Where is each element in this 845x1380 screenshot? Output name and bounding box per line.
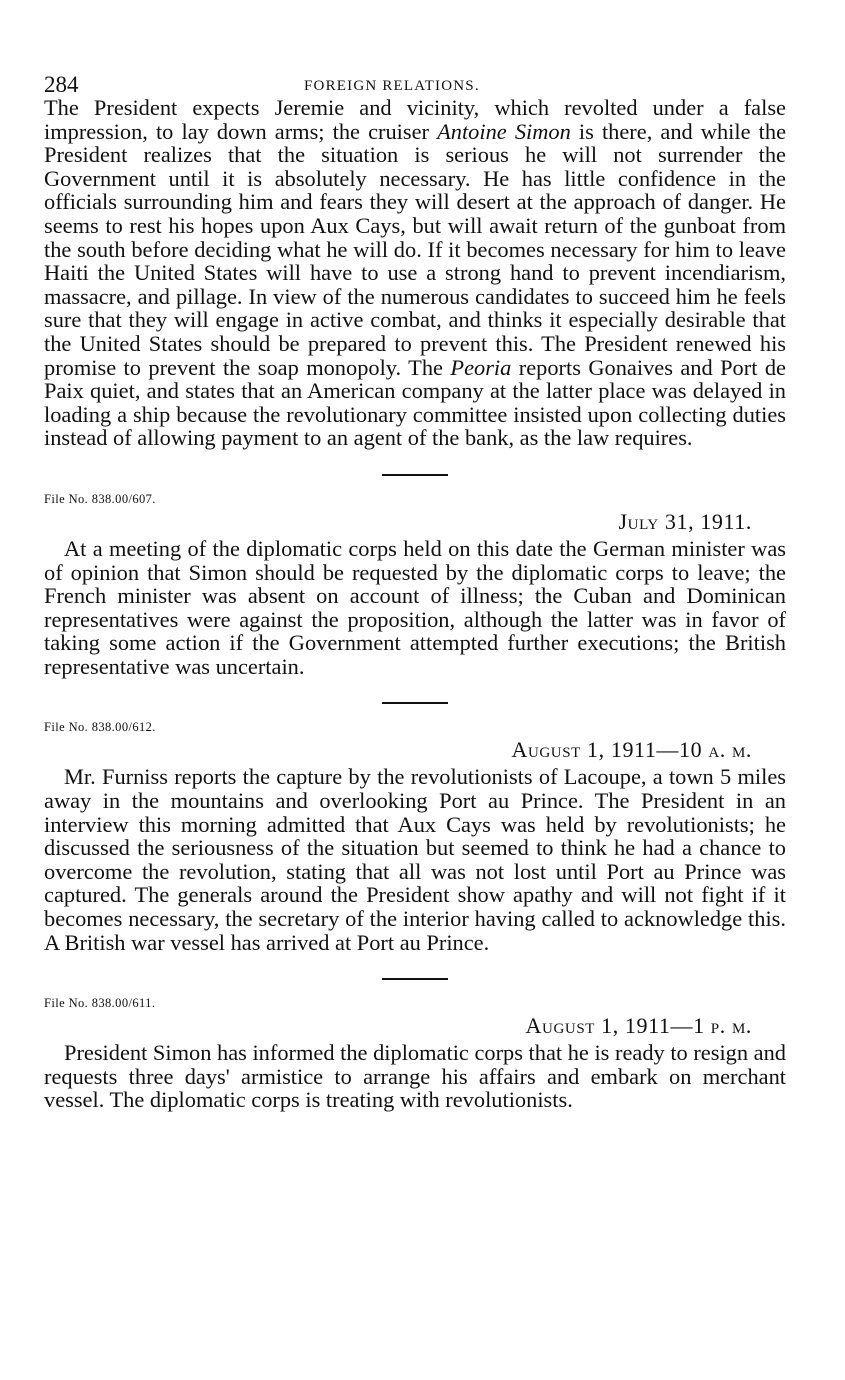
page-number: 284 (44, 72, 79, 97)
dateline: August 1, 1911—10 a. m. (511, 737, 752, 763)
entry-text: President Simon has informed the diplomatic corps that he is ready to resign and requests three days' armistice to arrange his affairs and embark on merchant vessel. The diplomatic corps is treating with revolutionists. (44, 1040, 786, 1113)
file-number: File No. 838.00/607. (44, 491, 156, 506)
dateline: July 31, 1911. (618, 508, 752, 534)
running-title: FOREIGN RELATIONS. (304, 78, 480, 94)
intro-paragraph: The President expects Jeremie and vicinity, which revolted under a false impression, to lay down arms; the cruiser Antoine Simon is there, and while the President realizes that the situation is serious he will not surrender the Government until it is absolutely necessary. He has little confidence in the officials surrounding him and fears they will desert at the approach of danger. He seems to rest his hopes upon Aux Cays, but will await return of the gunboat from the south before deciding what he will do. If it becomes necessary for him to leave Haiti the United States will have to use a strong hand to prevent incendiarism, massacre, and pillage. In view of the numerous candidates to succeed him he feels sure that they will engage in active combat, and thinks it especially desirable that the United States should be prepared to prevent this. The President renewed his promise to prevent the soap monopoly. The Peoria reports Gonaives and Port de Paix quiet, and states that an American company at the latter place was delayed in loading a ship because the revolutionary committee insisted upon collecting duties instead of allowing payment to an agent of the bank, as the law requires. (44, 95, 787, 451)
entry-611 (44, 996, 786, 1112)
document-page (44, 62, 786, 1112)
entry-text: Mr. Furniss reports the capture by the revolutionists of Lacoupe, a town 5 miles away in the mountains and overlooking Port au Prince. The President in an interview this morning admitted that Aux Cays was held by revolutionists; he discussed the seriousness of the situation but seemed to think he had a chance to overcome the revolution, stating that all was not lost until Port au Prince was captured. The generals around the President show apathy and will not fight if it becomes necessary, the secretary of the interior having called to acknowledge this. A British war vessel has arrived at Port au Prince. (44, 764, 786, 955)
section-divider (382, 702, 448, 704)
running-head (44, 62, 786, 96)
entry-607 (44, 492, 786, 679)
section-divider (382, 474, 448, 476)
file-number: File No. 838.00/611. (44, 996, 156, 1011)
file-number: File No. 838.00/612. (44, 720, 156, 735)
dateline: August 1, 1911—1 p. m. (525, 1013, 752, 1039)
entry-612 (44, 720, 786, 954)
entry-text: At a meeting of the diplomatic corps held on this date the German minister was of opinion that Simon should be requested by the diplomatic corps to leave; the French minister was absent on account of illness; the Cuban and Dominican representatives were against the proposition, although the latter was in favor of taking some action if the Government attempted further executions; the British representative was uncertain. (44, 535, 786, 679)
section-divider (382, 978, 448, 980)
